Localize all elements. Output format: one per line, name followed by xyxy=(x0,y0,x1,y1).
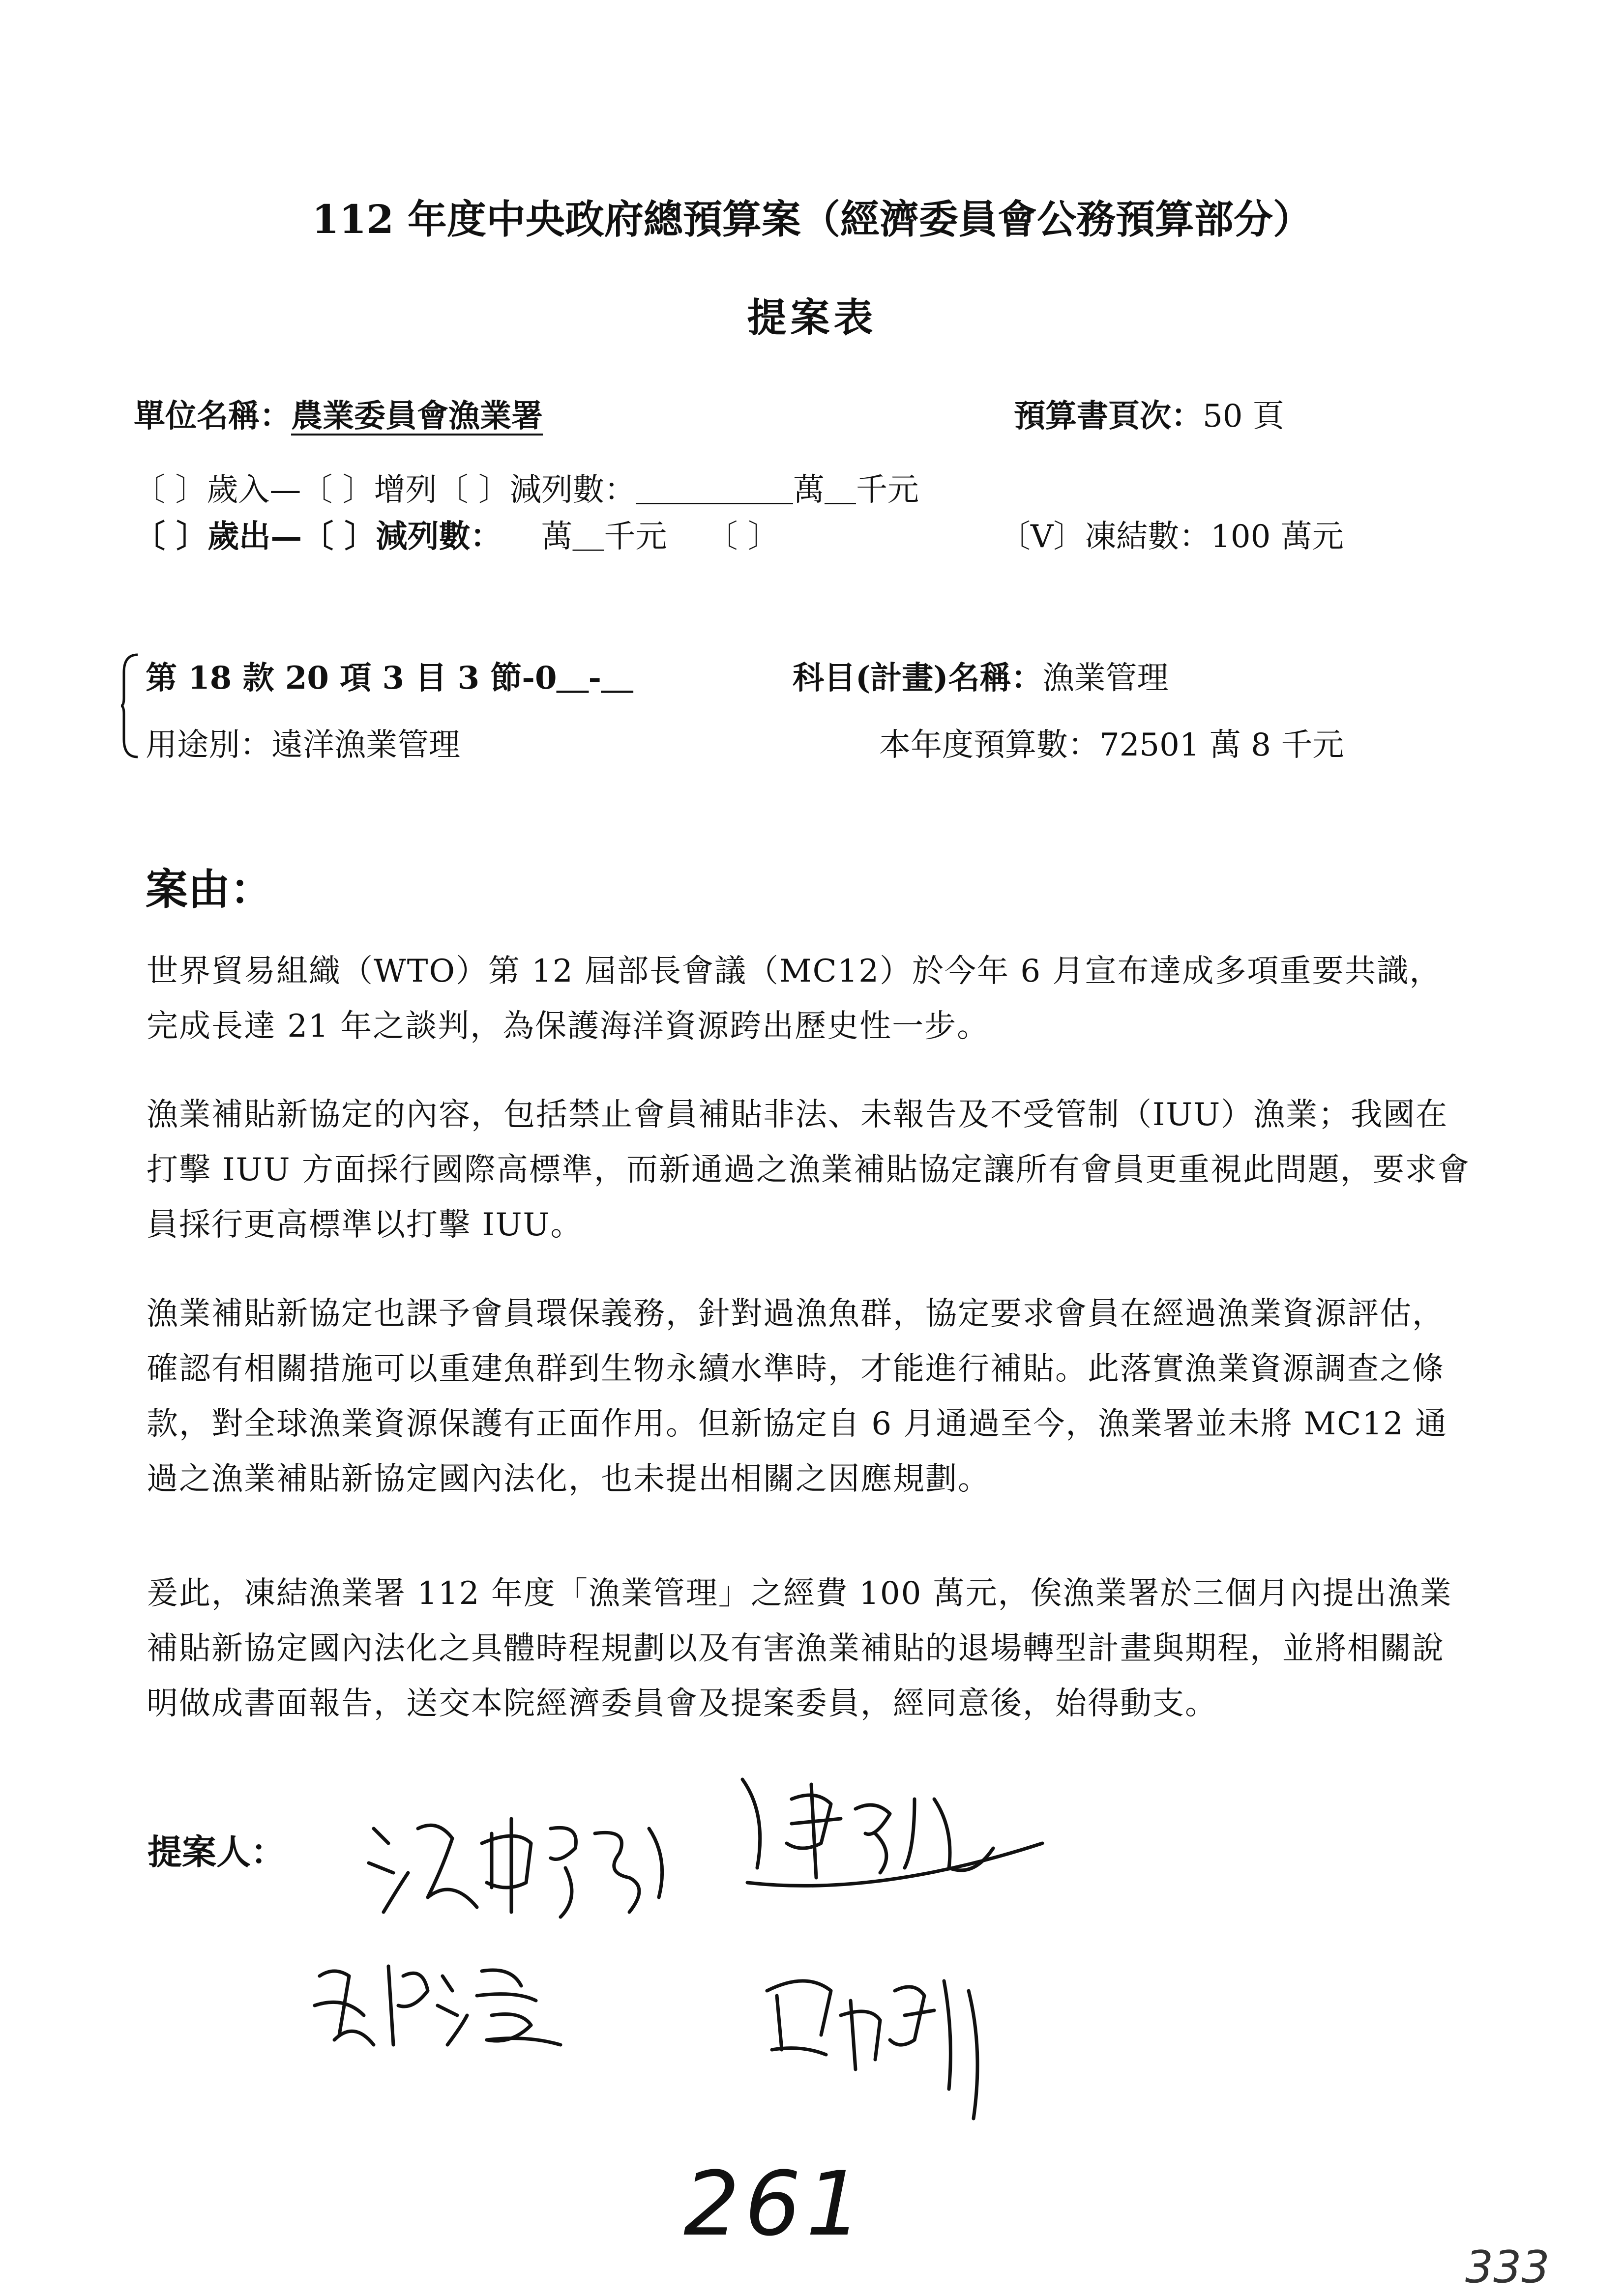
signature-2 xyxy=(728,1770,1052,1897)
signature-1 xyxy=(354,1799,698,1927)
page-number: 333 xyxy=(1465,2241,1550,2293)
reason-heading: 案由： xyxy=(146,865,272,914)
unit-value: 農業委員會漁業署 xyxy=(291,398,543,435)
signature-3 xyxy=(305,1947,610,2055)
page-label: 預算書頁次： xyxy=(1014,398,1203,435)
paragraph-3: 漁業補貼新協定也課予會員環保義務，針對過漁魚群，協定要求會員在經過漁業資源評估，確認有相關措施可以重建魚群到生物永續水準時，才能進行補貼。此落實漁業資源調查之條款，對全球漁業資源保護有正面作用。但新協定自 6 月通過至今，漁業署並未將 MC12 通過之漁業補貼新協定國內法化，也未提出相關之因應規劃。 xyxy=(147,1296,1448,1497)
paragraph-4: 爰此，凍結漁業署 112 年度「漁業管理」之經費 100 萬元，俟漁業署於三個月內提出漁業補貼新協定國內法化之具體時程規劃以及有害漁業補貼的退場轉型計畫與期程，並將相關說明做成書面報告，送交本院經濟委員會及提案委員，經同意後，始得動支。 xyxy=(147,1575,1452,1722)
signature-4 xyxy=(757,1961,993,2128)
expenditure-amount: 萬＿千元 xyxy=(541,519,667,555)
proposer-label: 提案人： xyxy=(148,1831,285,1872)
left-brace xyxy=(120,653,140,759)
subject-label: 科目(計畫)名稱： xyxy=(793,660,1043,697)
expenditure-row xyxy=(134,511,779,556)
item-code: 第 18 款 20 項 3 目 3 節-0＿-＿ xyxy=(146,660,633,697)
purpose-line: 用途別：遠洋漁業管理 xyxy=(146,727,460,763)
document-title: 112 年度中央政府總預算案（經濟委員會公務預算部分） xyxy=(312,196,1312,242)
budget-line: 本年度預算數：72501 萬 8 千元 xyxy=(879,727,1344,763)
page-value: 50 頁 xyxy=(1203,398,1284,435)
expenditure-blank: 〔 〕 xyxy=(706,519,779,555)
revenue-line: 〔 〕歲入—〔 〕增列〔 〕減列數：＿＿＿＿＿萬＿千元 xyxy=(134,472,919,508)
page-ref xyxy=(1014,391,1284,436)
unit-row xyxy=(134,391,626,436)
document-subtitle: 提案表 xyxy=(747,294,877,341)
handwritten-number: 261 xyxy=(683,2153,867,2256)
freeze-line: 〔V〕凍結數：100 萬元 xyxy=(999,519,1344,555)
unit-label: 單位名稱： xyxy=(134,398,291,435)
subject-value: 漁業管理 xyxy=(1042,660,1169,697)
paragraph-2: 漁業補貼新協定的內容，包括禁止會員補貼非法、未報告及不受管制（IUU）漁業；我國在打擊 IUU 方面採行國際高標準，而新通過之漁業補貼協定讓所有會員更重視此問題，要求會員採行更高標準以打擊 IUU。 xyxy=(147,1097,1470,1243)
expenditure-prefix: 〔 〕歲出—〔 〕減列數： xyxy=(134,518,502,555)
subject-row xyxy=(793,653,1169,698)
paragraph-1: 世界貿易組織（WTO）第 12 屆部長會議（MC12）於今年 6 月宣布達成多項重要共識，完成長達 21 年之談判，為保護海洋資源跨出歷史性一步。 xyxy=(147,953,1442,1045)
